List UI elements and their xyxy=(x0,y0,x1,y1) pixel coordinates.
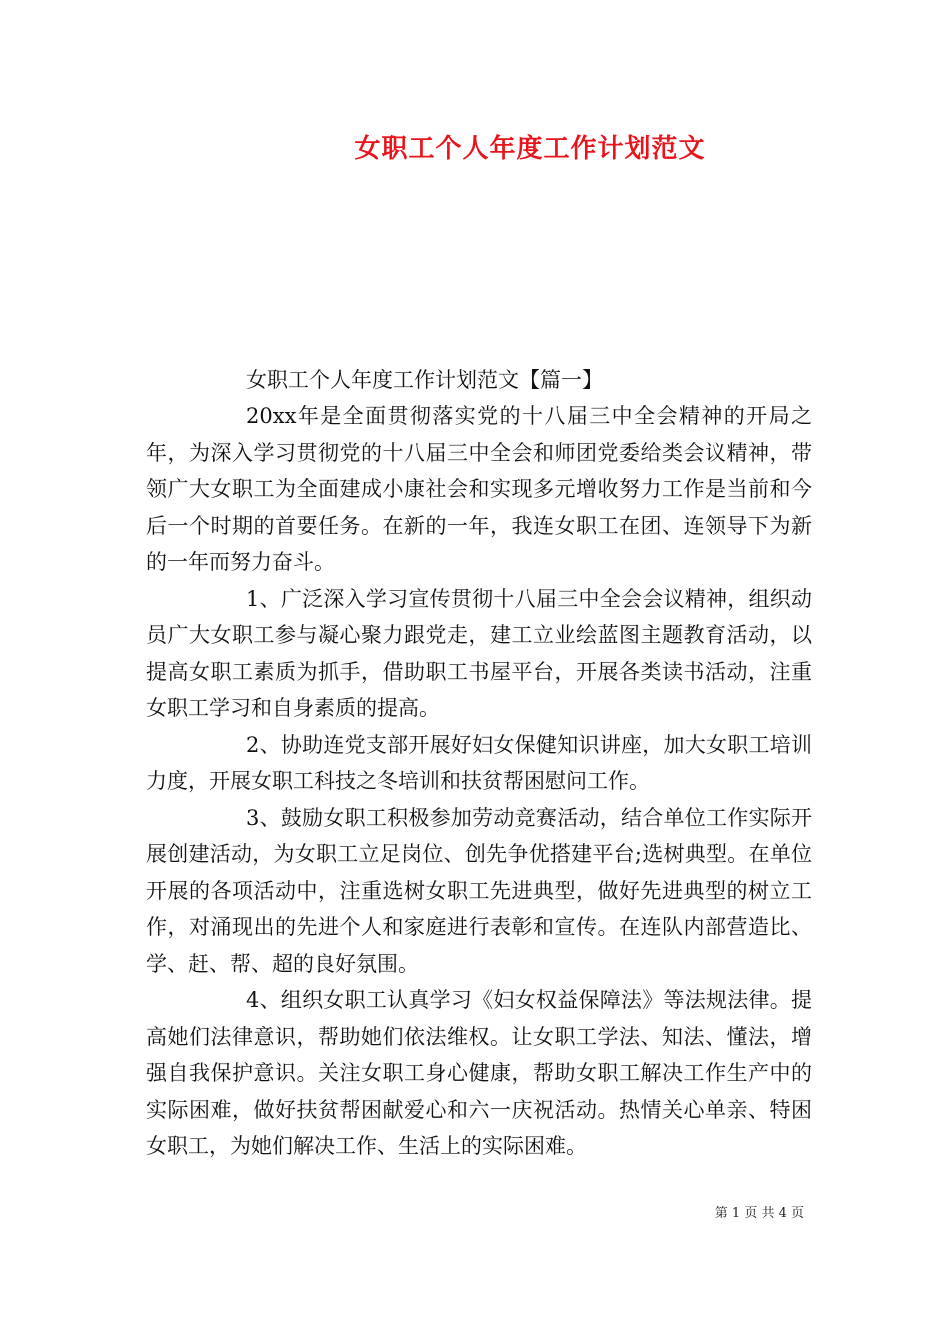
document-body xyxy=(146,398,812,1165)
paragraph-item-4: 4、组织女职工认真学习《妇女权益保障法》等法规法律。提高她们法律意识，帮助她们依法维权。让女职工学法、知法、懂法，增强自我保护意识。关注女职工身心健康，帮助女职工解决工作生产中的实际困难，做好扶贫帮困献爱心和六一庆祝活动。热情关心单亲、特困女职工，为她们解决工作、生活上的实际困难。 xyxy=(146,988,812,1158)
document-title: 女职工个人年度工作计划范文 xyxy=(354,134,706,164)
paragraph-item-2: 2、协助连党支部开展好妇女保健知识讲座，加大女职工培训力度，开展女职工科技之冬培训和扶贫帮困慰问工作。 xyxy=(146,732,812,793)
section-heading: 女职工个人年度工作计划范文【篇一】 xyxy=(246,368,603,392)
paragraph-item-3: 3、鼓励女职工积极参加劳动竞赛活动，结合单位工作实际开展创建活动，为女职工立足岗位、创先争优搭建平台;选树典型。在单位开展的各项活动中，注重选树女职工先进典型，做好先进典型的树立工作，对涌现出的先进个人和家庭进行表彰和宣传。在连队内部营造比、学、赶、帮、超的良好氛围。 xyxy=(146,805,812,976)
paragraph-item-1: 1、广泛深入学习宣传贯彻十八届三中全会会议精神，组织动员广大女职工参与凝心聚力跟党走，建工立业绘蓝图主题教育活动，以提高女职工素质为抓手，借助职工书屋平台，开展各类读书活动，注重女职工学习和自身素质的提高。 xyxy=(146,586,812,720)
page-number-footer: 第 1 页 共 4 页 xyxy=(714,1206,804,1221)
paragraph-intro: 20xx年是全面贯彻落实党的十八届三中全会精神的开局之年，为深入学习贯彻党的十八届三中全会和师团党委给类会议精神，带领广大女职工为全面建成小康社会和实现多元增收努力工作是当前和今后一个时期的首要任务。在新的一年，我连女职工在团、连领导下为新的一年而努力奋斗。 xyxy=(146,404,812,574)
